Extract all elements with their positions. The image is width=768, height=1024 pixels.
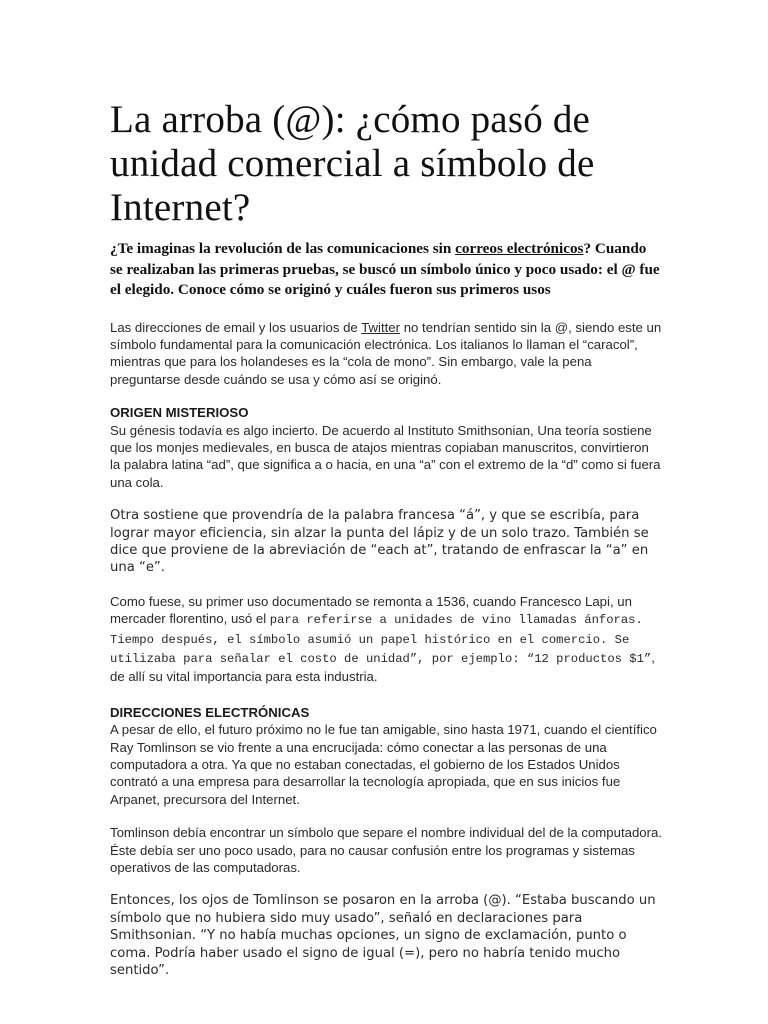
origen-p3-text-start: Como fuese, su primer uso documentado se remonta a 1536, cuando Francesco Lapi, un mercader florentino, usó el — [110, 593, 632, 627]
article-title: La arroba (@): ¿cómo pasó de unidad comercial a símbolo de Internet? — [110, 98, 595, 229]
direcciones-paragraph-1: A pesar de ello, el futuro próximo no le fue tan amigable, sino hasta 1971, cuando el científico Ray Tomlinson se vio frente a una encrucijada: cómo conectar a las personas de una computadora a otra. Ya que no estaban conectadas, el gobierno de los Estados Unidos contrató a una empresa para desarrollar la tecnología apropiada, que en sus inicios fue Arpanet, precursora del Internet. — [110, 722, 657, 807]
section-heading-direcciones: DIRECCIONES ELECTRÓNICAS — [110, 704, 310, 720]
intro-text-end: no tendrían sentido sin la @, siendo este un símbolo fundamental para la comunicación electrónica. Los italianos lo llaman el “caracol”, mientras que para los holandeses es la “cola de mono”. Sin embargo, vale la pena preguntarse desde cuándo se usa y cómo así se originó. — [110, 319, 662, 387]
section-heading-origen: ORIGEN MISTERIOSO — [110, 405, 249, 421]
intro-paragraph — [110, 319, 662, 389]
intro-text-start: Las direcciones de email y los usuarios de — [110, 319, 362, 335]
article — [110, 98, 662, 980]
origen-paragraph-3 — [110, 593, 662, 686]
emails-link[interactable]: correos electrónicos — [455, 240, 584, 257]
direcciones-paragraph-3: Entonces, los ojos de Tomlinson se posaron en la arroba (@). “Estaba buscando un símbolo que no hubiera sido muy usado”, señaló en declaraciones para Smithsonian. “Y no había muchas opciones, un signo de exclamación, punto o coma. Podría haber usado el signo de igual (=), pero no habría tenido mucho sentido”. — [110, 893, 656, 979]
lead-text-end: ? Cuando se realizaban las primeras pruebas, se buscó un símbolo único y poco usado: el @ fue el elegido. Conoce cómo se originó y cuáles fueron sus primeros usos — [110, 240, 660, 298]
origen-paragraph-1: Su génesis todavía es algo incierto. De acuerdo al Instituto Smithsonian, Una teoría sostiene que los monjes medievales, en busca de atajos mientras copiaban manuscritos, convirtieron la palabra latina “ad”, que significa a o hacia, en una “a” con el extremo de la “d” como si fuera una cola. — [110, 422, 661, 490]
twitter-link[interactable]: Twitter — [361, 319, 401, 335]
origen-paragraph-2: Otra sostiene que provendría de la palabra francesa “á”, y que se escribía, para lograr mayor eficiencia, sin alzar la punta del lápiz y de un solo trazo. También se dice que proviene de la abreviación de “each at”, tratando de enfrascar la “a” en una “e”. — [110, 508, 649, 576]
article-lead — [110, 239, 662, 301]
lead-text-start: ¿Te imaginas la revolución de las comunicaciones sin — [110, 240, 456, 257]
origen-p3-text-end: , de allí su vital importancia para esta industria. — [110, 650, 655, 685]
origen-p3-mono-text: para referirse a unidades de vino llamadas ánforas. Tiempo después, el símbolo asumió un papel histórico en el comercio. Se utilizaba para señalar el costo de unidad”, por ejemplo: “12 productos $1” — [110, 613, 652, 666]
direcciones-paragraph-2: Tomlinson debía encontrar un símbolo que separe el nombre individual del de la computadora. Éste debía ser uno poco usado, para no causar confusión entre los programas y sistemas operativos de las computadoras. — [110, 825, 663, 876]
